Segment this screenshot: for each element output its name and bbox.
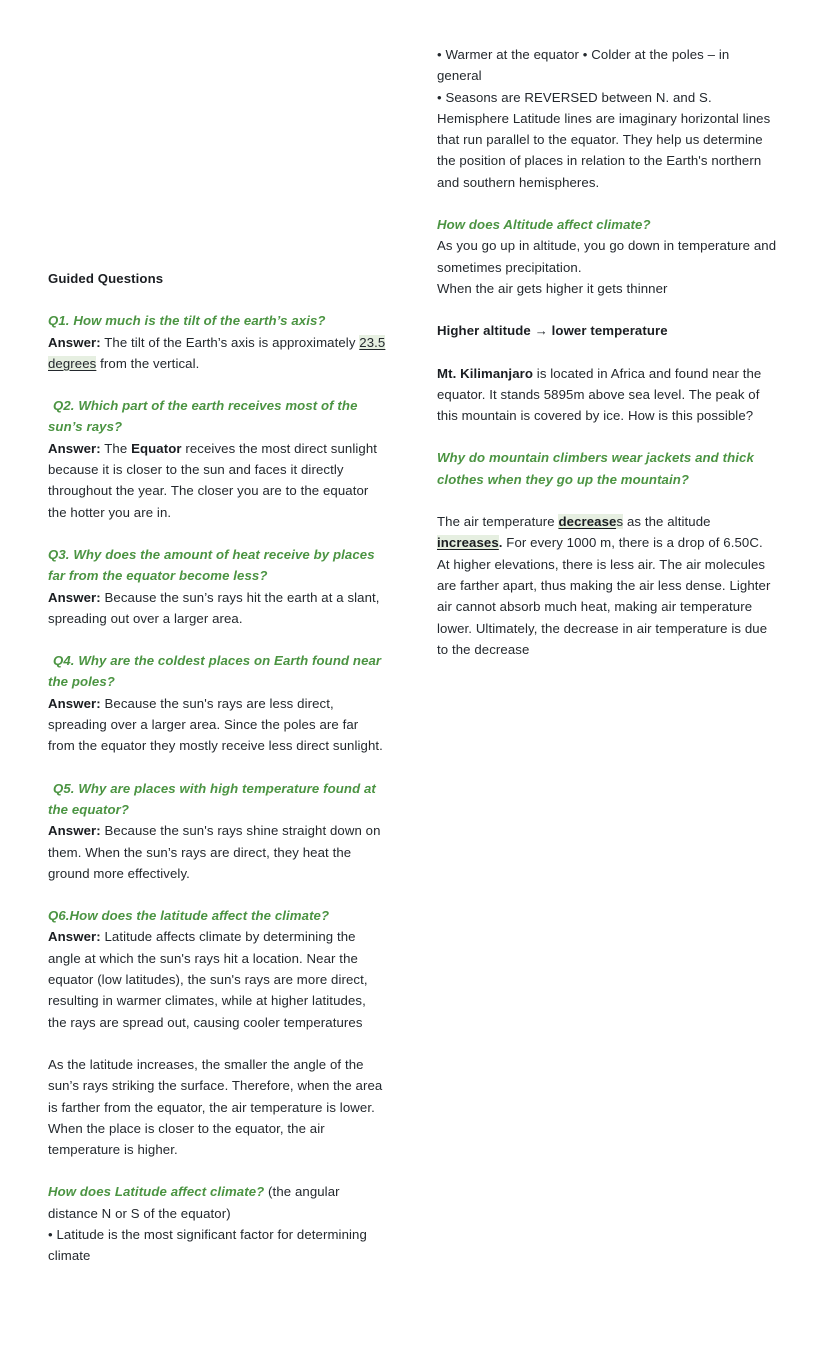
spacer xyxy=(437,342,777,363)
answer-label-q5: Answer: xyxy=(48,823,101,839)
answer-q1-text-part2: from the vertical. xyxy=(96,355,200,371)
paragraph-latitude-angle: As the latitude increases, the smaller the angle of the sun’s rays striking the surface. Therefore, when the area is farther from the equator, the air temperature is lower. When the place is closer to the equator, the air temperature is higher. xyxy=(48,1056,383,1158)
spacer xyxy=(48,374,388,395)
answer-q3-text: Because the sun’s rays hit the earth at a slant, spreading out over a larger area. xyxy=(48,589,380,626)
question-q2: Q2. Which part of the earth receives most of the sun’s rays? xyxy=(48,398,358,435)
question-q5: Q5. Why are places with high temperature found at the equator? xyxy=(48,780,376,817)
air-temp-part2: as the altitude xyxy=(623,514,711,530)
paragraph-altitude-temperature: As you go up in altitude, you go down in temperature and sometimes precipitation. xyxy=(437,238,777,275)
rule-part2: lower temperature xyxy=(547,323,668,339)
question-q3: Q3. Why does the amount of heat receive by places far from the equator become less? xyxy=(48,546,375,584)
answer-label-q2: Answer: xyxy=(48,440,101,456)
question-q4: Q4. Why are the coldest places on Earth found near the poles? xyxy=(48,653,382,690)
spacer xyxy=(437,299,777,320)
answer-q5 xyxy=(48,820,388,884)
air-temp-trailing-s: s xyxy=(616,514,624,530)
paragraph-air-temperature-altitude xyxy=(437,511,777,660)
kilimanjaro-bold-name: Mt. Kilimanjaro xyxy=(437,365,534,381)
spacer xyxy=(48,523,388,544)
right-column xyxy=(437,0,777,660)
air-temp-period: . xyxy=(498,535,503,551)
heading-how-does-altitude-affect-climate: How does Altitude affect climate? xyxy=(437,217,651,233)
spacer xyxy=(437,490,777,511)
answer-q2 xyxy=(48,438,388,523)
paragraph-mt-kilimanjaro xyxy=(437,363,777,427)
question-why-climbers-wear-jackets: Why do mountain climbers wear jackets and thick clothes when they go up the mountain? xyxy=(437,450,754,487)
spacer xyxy=(437,426,777,447)
paragraph-air-thinner: When the air gets higher it gets thinner xyxy=(437,280,668,296)
spacer xyxy=(48,884,388,905)
air-temp-part3: For every 1000 m, there is a drop of 6.50C. At higher elevations, there is less air. The air molecules are farther apart, thus making the air less dense. Lighter air cannot absorb much heat, making air temperature lower. Ultimately, the decrease in air temperature is due to the decrease xyxy=(437,535,771,657)
air-temp-highlight-increases: increases xyxy=(437,535,499,551)
answer-q2-text-part2: receives the most direct sunlight because it is closer to the sun and faces it directly throughout the year. The closer you are to the equator the hotter you are in. xyxy=(48,440,378,520)
bullet-seasons-reversed: • Seasons are REVERSED between N. and S. Hemisphere Latitude lines are imaginary horizontal lines that run parallel to the equator. They help us determine the position of places in relation to the Earth's northern and southern hemispheres. xyxy=(437,89,771,190)
bullet-latitude-significant-factor: • Latitude is the most significant factor for determining climate xyxy=(48,1226,367,1264)
answer-label-q1: Answer: xyxy=(48,334,101,350)
rule-higher-altitude-lower-temperature xyxy=(437,320,777,341)
latitude-heading-green: How does Latitude affect climate? xyxy=(48,1184,265,1200)
left-column xyxy=(48,0,388,1267)
answer-q3 xyxy=(48,587,388,630)
rule-part1: Higher altitude xyxy=(437,323,535,339)
latitude-heading-plain: (the angular distance N or S of the equator) xyxy=(48,1184,340,1221)
answer-label-q4: Answer: xyxy=(48,695,101,711)
bullet-warmer-colder: • Warmer at the equator • Colder at the poles – in general xyxy=(437,47,730,84)
answer-q6 xyxy=(48,926,388,1032)
air-temp-part1: The air temperature xyxy=(437,514,559,530)
answer-q5-text: Because the sun's rays shine straight down on them. When the sun’s rays are direct, they heat the ground more effectively. xyxy=(48,823,381,881)
right-arrow-icon: → xyxy=(534,323,548,339)
answer-label-q6: Answer: xyxy=(48,929,101,945)
answer-q2-bold-equator: Equator xyxy=(131,440,182,456)
question-q1: Q1. How much is the tilt of the earth’s axis? xyxy=(48,313,326,329)
spacer xyxy=(48,1160,388,1181)
question-q6: Q6.How does the latitude affect the climate? xyxy=(48,908,330,924)
answer-q1-highlight: 23.5 degrees xyxy=(48,334,386,371)
section-heading-guided-questions: Guided Questions xyxy=(48,271,164,286)
spacer xyxy=(48,629,388,650)
answer-q1-text-part1: The tilt of the Earth’s axis is approximately xyxy=(100,334,360,350)
answer-q4 xyxy=(48,693,388,757)
answer-q4-text: Because the sun's rays are less direct, spreading over a larger area. Since the poles are far from the equator they mostly receive less direct sunlight. xyxy=(48,695,383,754)
spacer xyxy=(48,289,388,310)
spacer xyxy=(48,1033,388,1054)
answer-q6-text: Latitude affects climate by determining the angle at which the sun's rays hit a location. Near the equator (low latitudes), the sun's rays are more direct, resulting in warmer climates, while at higher latitudes, the rays are spread out, causing cooler temperatures xyxy=(48,929,368,1030)
answer-q2-text-part1: The xyxy=(100,440,132,456)
spacer xyxy=(437,193,777,214)
kilimanjaro-text: is located in Africa and found near the equator. It stands 5895m above sea level. The peak of this mountain is covered by ice. How is this possible? xyxy=(437,365,762,424)
air-temp-highlight-decreases: decrease xyxy=(558,514,617,530)
answer-q1 xyxy=(48,332,388,375)
answer-label-q3: Answer: xyxy=(48,589,101,605)
spacer xyxy=(48,757,388,778)
heading-how-does-latitude-affect-climate xyxy=(48,1181,388,1224)
